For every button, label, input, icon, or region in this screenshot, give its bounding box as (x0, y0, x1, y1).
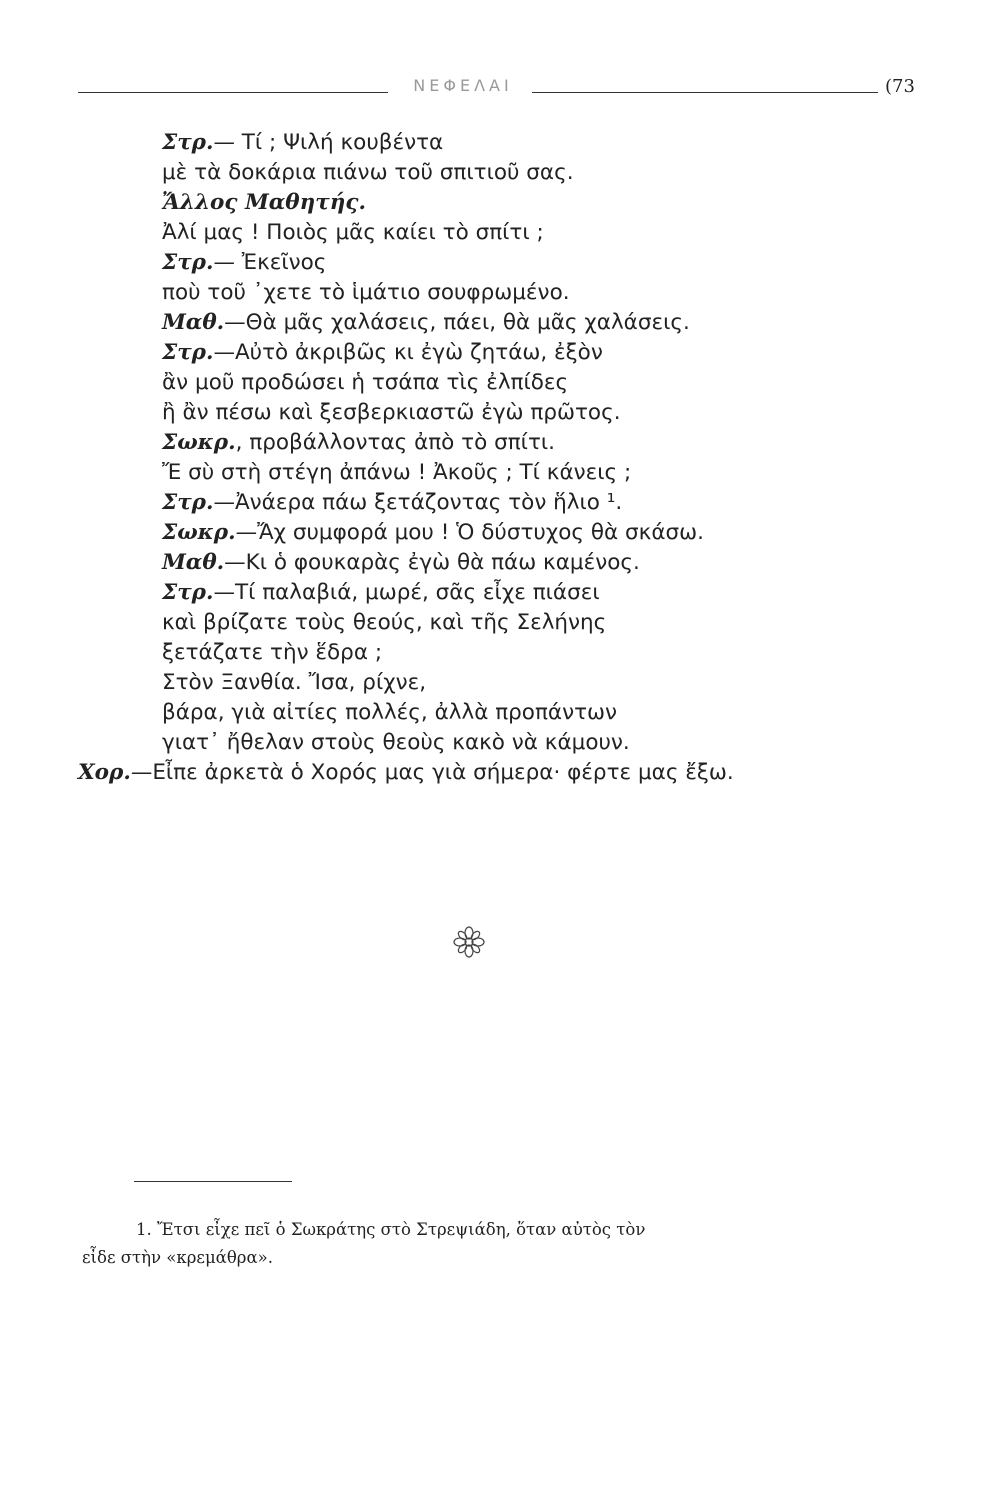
dialogue-line (162, 338, 603, 368)
line-text: —Κι ὁ φουκαρὰς ἐγὼ θὰ πάω καμένος. (224, 550, 640, 575)
dialogue-line (162, 578, 600, 608)
header-rule-left (78, 92, 388, 93)
dialogue-line (162, 608, 606, 638)
footnote-rule (134, 1181, 292, 1182)
speaker-label: Στρ. (162, 250, 214, 275)
speaker-label: Σωκρ. (162, 520, 236, 545)
speaker-label: Στρ. (162, 580, 214, 605)
dialogue-line (162, 638, 382, 668)
line-text: — Ἐκεῖνος (213, 250, 327, 275)
speaker-label: Σωκρ. (162, 430, 236, 455)
speaker-label: Στρ. (162, 490, 214, 515)
line-text: ἂν μοῦ προδώσει ἡ τσάπα τὶς ἐλπίδες (162, 370, 569, 395)
speaker-label: Στρ. (162, 340, 214, 365)
dialogue-line (162, 128, 443, 158)
dialogue-line (162, 518, 704, 548)
rosette-ornament-icon (452, 925, 486, 959)
running-title: ΝΕΦΕΛΑΙ (413, 76, 513, 95)
speaker-label: Στρ. (162, 130, 214, 155)
line-text: , προβάλλοντας ἀπὸ τὸ σπίτι. (235, 430, 556, 455)
speaker-label: Χορ. (78, 760, 131, 785)
line-text: βάρα, γιὰ αἰτίες πολλές, ἀλλὰ προπάντων (162, 700, 618, 725)
line-text: Στὸν Ξανθία. Ἴσα, ρίχνε, (162, 670, 427, 695)
line-text: ποὺ τοῦ ᾽χετε τὸ ἱμάτιο σουφρωμένο. (162, 280, 570, 305)
page-number: (73 (885, 76, 915, 97)
footnote-line-2: εἶδε στὴν «κρεμάθρα». (82, 1248, 273, 1267)
dialogue-line (162, 728, 630, 758)
dialogue-line (162, 428, 555, 458)
line-text: Ἔ σὺ στὴ στέγη ἀπάνω ! Ἀκοῦς ; Τί κάνεις ; (162, 460, 632, 485)
running-header (70, 70, 915, 110)
line-text: —Θὰ μᾶς χαλάσεις, πάει, θὰ μᾶς χαλάσεις. (224, 310, 690, 335)
dialogue-line (162, 188, 366, 218)
dialogue-line (162, 548, 640, 578)
dialogue-line (162, 158, 574, 188)
line-text: —Ἀνάερα πάω ξετάζοντας τὸν ἥλιο ¹. (213, 490, 623, 515)
line-text: ἢ ἂν πέσω καὶ ξεσβερκιαστῶ ἐγὼ πρῶτος. (162, 400, 621, 425)
line-text: γιατ᾽ ἤθελαν στοὺς θεοὺς κακὸ νὰ κάμουν. (162, 730, 630, 755)
dialogue-line (162, 698, 617, 728)
header-rule-right (532, 92, 878, 93)
dialogue-line (162, 218, 544, 248)
dialogue-line (162, 368, 568, 398)
line-text: —Εἶπε ἀρκετὰ ὁ Χορός μας γιὰ σήμερα· φέρτε μας ἔξω. (130, 760, 734, 785)
speaker-label: Ἄλλος Μαθητής. (162, 190, 366, 215)
line-text: —Αὐτὸ ἀκριβῶς κι ἐγὼ ζητάω, ἐξὸν (213, 340, 603, 365)
dialogue-line (162, 398, 621, 428)
footnote-line-1: 1. Ἔτσι εἶχε πεῖ ὁ Σωκράτης στὸ Στρεψιάδη, ὅταν αὐτὸς τὸν (136, 1220, 646, 1239)
dialogue-line (162, 308, 690, 338)
dialogue-line (78, 758, 734, 788)
line-text: — Τί ; Ψιλή κουβέντα (213, 130, 444, 155)
dialogue-line (162, 248, 326, 278)
line-text: ξετάζατε τὴν ἕδρα ; (162, 640, 383, 665)
line-text: καὶ βρίζατε τοὺς θεούς, καὶ τῆς Σελήνης (162, 610, 607, 635)
line-text: —Ἄχ συμφορά μου ! Ὁ δύστυχος θὰ σκάσω. (235, 520, 704, 545)
line-text: μὲ τὰ δοκάρια πιάνω τοῦ σπιτιοῦ σας. (162, 160, 574, 185)
dialogue-line (162, 458, 631, 488)
dialogue-line (162, 488, 622, 518)
dialogue-line (162, 278, 570, 308)
speaker-label: Μαθ. (162, 310, 225, 335)
speaker-label: Μαθ. (162, 550, 225, 575)
line-text: Ἀλί μας ! Ποιὸς μᾶς καίει τὸ σπίτι ; (162, 220, 544, 245)
line-text: —Τί παλαβιά, μωρέ, σᾶς εἶχε πιάσει (213, 580, 600, 605)
dialogue-line (162, 668, 426, 698)
